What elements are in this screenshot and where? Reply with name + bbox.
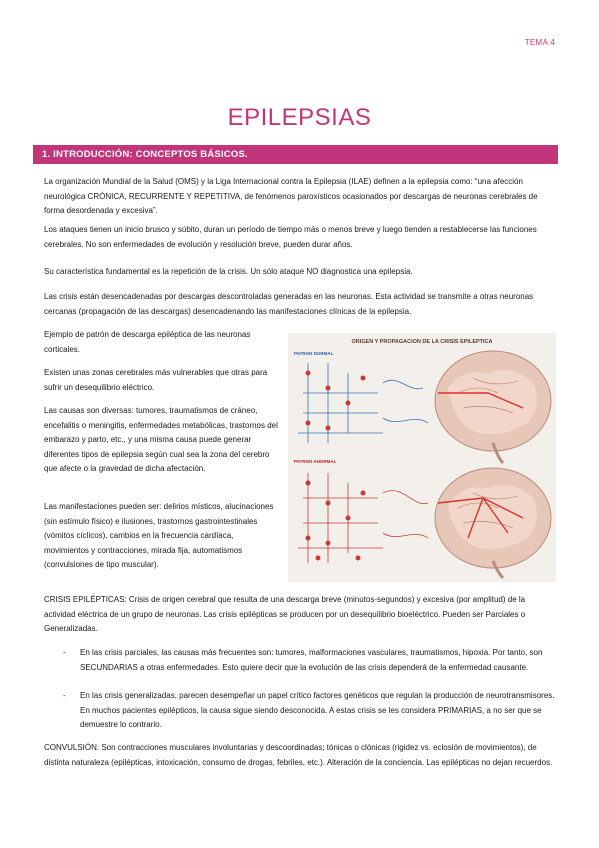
bullet-dash-2: - xyxy=(63,691,66,700)
figure-title: ORIGEN Y PROPAGACION DE LA CRISIS EPILEPTICA xyxy=(351,339,493,345)
bullet-dash-1: - xyxy=(63,648,66,657)
label-patron-normal: PATRON NORMAL xyxy=(294,351,334,356)
paragraph-definicion: La organización Mundial de la Salud (OMS) y la Liga Internacional contra la Epilepsia (ILAE) definen a la epilepsia como: “una afección neurológica CRÓNICA, RECURRENTE Y REPETITIVA, de fenómenos paroxísticos ocasionados por descargas de neuronas cerebrales de forma desordenada y excesiva”. xyxy=(44,177,538,215)
bullet-crisis-parciales: En las crisis parciales, las causas más frecuentes son: tumores, malformaciones vasculares, traumatismos, hipoxia. Por tanto, son SECUNDARIAS a otras enfermedades. Esto quiere decir que la evolución de las crisis dependerá de la enfermedad causante. xyxy=(80,648,543,672)
paragraph-causas: Las causas son diversas: tumores, traumatismos de cráneo, encefalitis o meningitis, enfermedades metabólicas, trastornos del embarazo y parto, etc., y una misma causa puede generar diferentes tipos de epilepsia según cual sea la zona del cerebro que afecte o la gravedad de dicha afectación. xyxy=(44,406,278,473)
label-patron-anormal: PATRON ANORMAL xyxy=(294,459,337,464)
paragraph-descargas: Las crisis están desencadenadas por descargas descontroladas generadas en las neuronas. Esta actividad se transmite a otras neuronas cercanas (propagación de las descargas) desencadenando las manifestaciones clínicas de la epilepsia. xyxy=(44,292,534,316)
paragraph-zonas: Existen unas zonas cerebrales más vulnerables que otras para sufrir un desequilibrio eléctrico. xyxy=(44,368,268,392)
paragraph-ataques: Los ataques tienen un inicio brusco y súbito, duran un período de tiempo más o menos breve y luego tienden a restablecerse las funciones cerebrales. No son enfermedades de evolución y resolución breve, pueden durar años. xyxy=(44,225,537,249)
section-header xyxy=(33,145,558,164)
paragraph-manifestaciones: Las manifestaciones pueden ser: delirios místicos, alucinaciones (sin estímulo físico) e ilusiones, trastornos gastrointestinales (vómitos cíclicos), cambios en la frecuencia cardíaca, movimientos y contracciones, mirada fija, automatismos (convulsiones de tipo muscular). xyxy=(44,502,274,569)
paragraph-ejemplo: Ejemplo de patrón de descarga epiléptica de las neuronas corticales. xyxy=(44,330,251,354)
paragraph-crisis-epilepticas: CRISIS EPILÉPTICAS: Crisis de origen cerebral que resulta de una descarga breve (minutos-segundos) y excesiva (por amplitud) de la actividad eléctrica de un grupo de neuronas. Las crisis epilépticas se producen por un desequilibrio bioeléctrico. Pueden ser Parciales o Generalizadas. xyxy=(44,595,526,633)
section-title: 1. INTRODUCCIÓN: CONCEPTOS BÁSICOS. xyxy=(42,149,248,160)
paragraph-caracteristica: Su característica fundamental es la repetición de la crisis. Un sólo ataque NO diagnostica una epilepsia. xyxy=(44,267,413,276)
figure-svg xyxy=(288,333,556,582)
tema-label: TEMA 4 xyxy=(524,38,555,47)
bullet-crisis-generalizadas: En las crisis generalizadas, parecen desempeñar un papel crítico factores genéticos que regulan la producción de neurotransmisores. En muchos pacientes epilépticos, la causa sigue siendo desconocida. A estas crisis se les considera PRIMARIAS, a no ser que se demuestre lo contrario. xyxy=(80,691,555,729)
paragraph-convulsion: CONVULSIÓN: Son contracciones musculares involuntarias y descoordinadas; tónicas o clónicas (rigidez vs. eclosión de movimientos), de distinta naturaleza (epilépticas, intoxicación, consumo de drogas, febriles, etc.). Alteración de la conciencia. Las epilépticas no dejan recuerdos. xyxy=(44,743,553,767)
crisis-epileptica-figure xyxy=(288,333,556,582)
page-title: EPILEPSIAS xyxy=(227,104,372,131)
